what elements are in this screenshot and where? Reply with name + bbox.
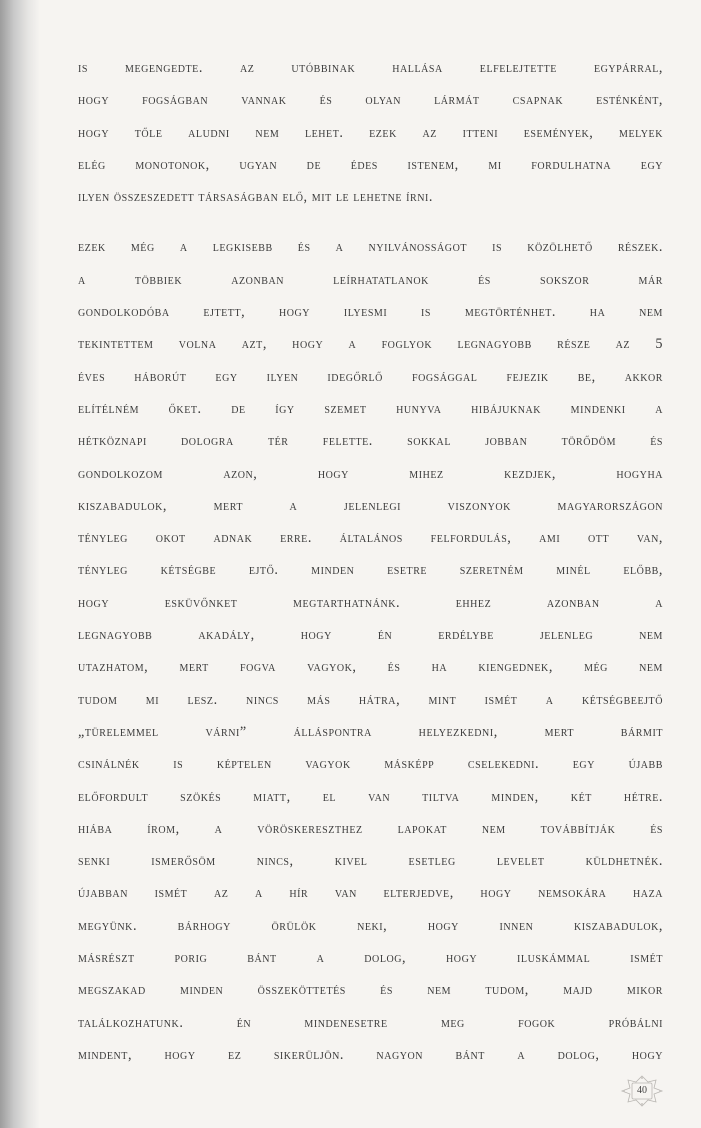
- text-line: megyünk. bárhogy örülök neki, hogy innen kiszabadulok,: [78, 917, 663, 934]
- page-binding-shadow: [0, 0, 40, 1128]
- text-line: legnagyobb akadály, hogy én erdélybe jelenleg nem: [78, 627, 663, 644]
- text-line: hogy fogságban vannak és olyan lármát csapnak esténként,: [78, 92, 663, 109]
- text-line: tekintettem volna azt, hogy a foglyok legnagyobb része az 5: [78, 336, 663, 353]
- page-number: 40: [637, 1085, 647, 1096]
- page-text: [78, 52, 663, 1071]
- text-line: kiszabadulok, mert a jelenlegi viszonyok magyarországon: [78, 497, 663, 514]
- text-line: megszakad minden összeköttetés és nem tudom, majd mikor: [78, 982, 663, 999]
- text-line: hétköznapi dologra tér felette. sokkal jobban törődöm és: [78, 433, 663, 450]
- text-line: újabban ismét az a hír van elterjedve, hogy nemsokára haza: [78, 885, 663, 902]
- text-line: utazhatom, mert fogva vagyok, és ha kiengednek, még nem: [78, 659, 663, 676]
- text-line: gondolkozom azon, hogy mihez kezdjek, hogyha: [78, 465, 663, 482]
- text-line: elítélném őket. de így szemet hunyva hibájuknak mindenki a: [78, 400, 663, 417]
- text-line: tényleg okot adnak erre. általános felfordulás, ami ott van,: [78, 530, 663, 547]
- text-line: „türelemmel várni” álláspontra helyezkedni, mert bármit: [78, 723, 663, 740]
- paragraph-2: [78, 231, 663, 1071]
- text-line: mindent, hogy ez sikerüljön. nagyon bánt a dolog, hogy: [78, 1046, 663, 1063]
- text-line: tényleg kétségbe ejtő. minden esetre szeretném minél előbb,: [78, 562, 663, 579]
- text-line: senki ismerősöm nincs, kivel esetleg levelet küldhetnék.: [78, 853, 663, 870]
- text-line: csinálnék is képtelen vagyok másképp cselekedni. egy újabb: [78, 756, 663, 773]
- text-line: is megengedte. az utóbbinak hallása elfelejtette egypárral,: [78, 60, 663, 76]
- text-line: hogy esküvőnket megtarthatnánk. ehhez azonban a: [78, 594, 663, 611]
- page-number-badge: [618, 1074, 666, 1108]
- text-line: elég monotonok, ugyan de édes istenem, mi fordulhatna egy: [78, 156, 663, 173]
- text-line: hogy tőle aludni nem lehet. ezek az itteni események, melyek: [78, 124, 663, 141]
- text-line: másrészt porig bánt a dolog, hogy iluskámmal ismét: [78, 950, 663, 967]
- text-line: éves háborút egy ilyen idegőrlő fogsággal fejezik be, akkor: [78, 368, 663, 385]
- text-line: a többiek azonban leírhatatlanok és sokszor már: [78, 271, 663, 288]
- text-line: gondolkodóba ejtett, hogy ilyesmi is megtörténhet. ha nem: [78, 304, 663, 321]
- text-line: ilyen összeszedett társaságban elő, mit le lehetne írni.: [78, 189, 434, 206]
- paragraph-gap: [78, 213, 663, 231]
- text-line: előfordult szökés miatt, el van tiltva minden, két hétre.: [78, 788, 663, 805]
- paragraph-1: [78, 52, 663, 213]
- text-line: hiába írom, a vöröskereszthez lapokat nem továbbítják és: [78, 820, 663, 837]
- text-line: ezek még a legkisebb és a nyilvánosságot is közölhető részek.: [78, 239, 663, 256]
- text-line: tudom mi lesz. nincs más hátra, mint ismét a kétségbeejtő: [78, 691, 663, 708]
- text-line: találkozhatunk. én mindenesetre meg fogok próbálni: [78, 1014, 663, 1031]
